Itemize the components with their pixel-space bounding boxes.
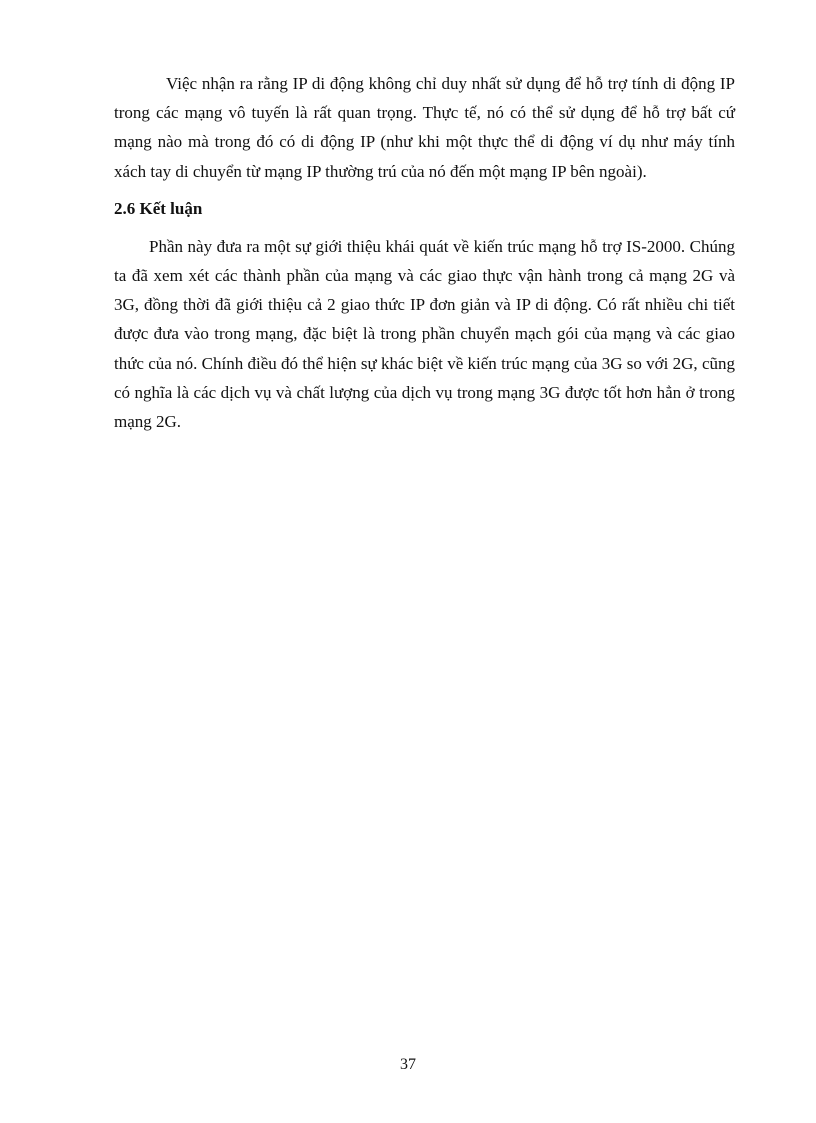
conclusion-paragraph: Phần này đưa ra một sự giới thiệu khái quát về kiến trúc mạng hỗ trợ IS-2000. Chúng ta đã xem xét các thành phần của mạng và các giao thực vận hành trong cả mạng 2G và 3G, đồng thời đã giới thiệu cả 2 giao thức IP đơn giản và IP di động. Có rất nhiều chi tiết được đưa vào trong mạng, đặc biệt là trong phần chuyển mạch gói của mạng và các giao thức của nó. Chính điều đó thể hiện sự khác biệt về kiến trúc mạng của 3G so với 2G, cũng có nghĩa là các dịch vụ và chất lượng của dịch vụ trong mạng 3G được tốt hơn hẳn ở trong mạng 2G. xyxy=(114,236,735,432)
intro-paragraph: Việc nhận ra rằng IP di động không chỉ duy nhất sử dụng để hỗ trợ tính di động IP trong các mạng vô tuyến là rất quan trọng. Thực tế, nó có thể sử dụng để hỗ trợ bất cứ mạng nào mà trong đó có di động IP (như khi một thực thể di động ví dụ như máy tính xách tay di chuyển từ mạng IP thường trú của nó đến một mạng IP bên ngoài). xyxy=(114,74,735,181)
page-number: 37 xyxy=(400,1056,416,1073)
section-heading: 2.6 Kết luận xyxy=(114,198,203,218)
page-body xyxy=(114,69,735,436)
